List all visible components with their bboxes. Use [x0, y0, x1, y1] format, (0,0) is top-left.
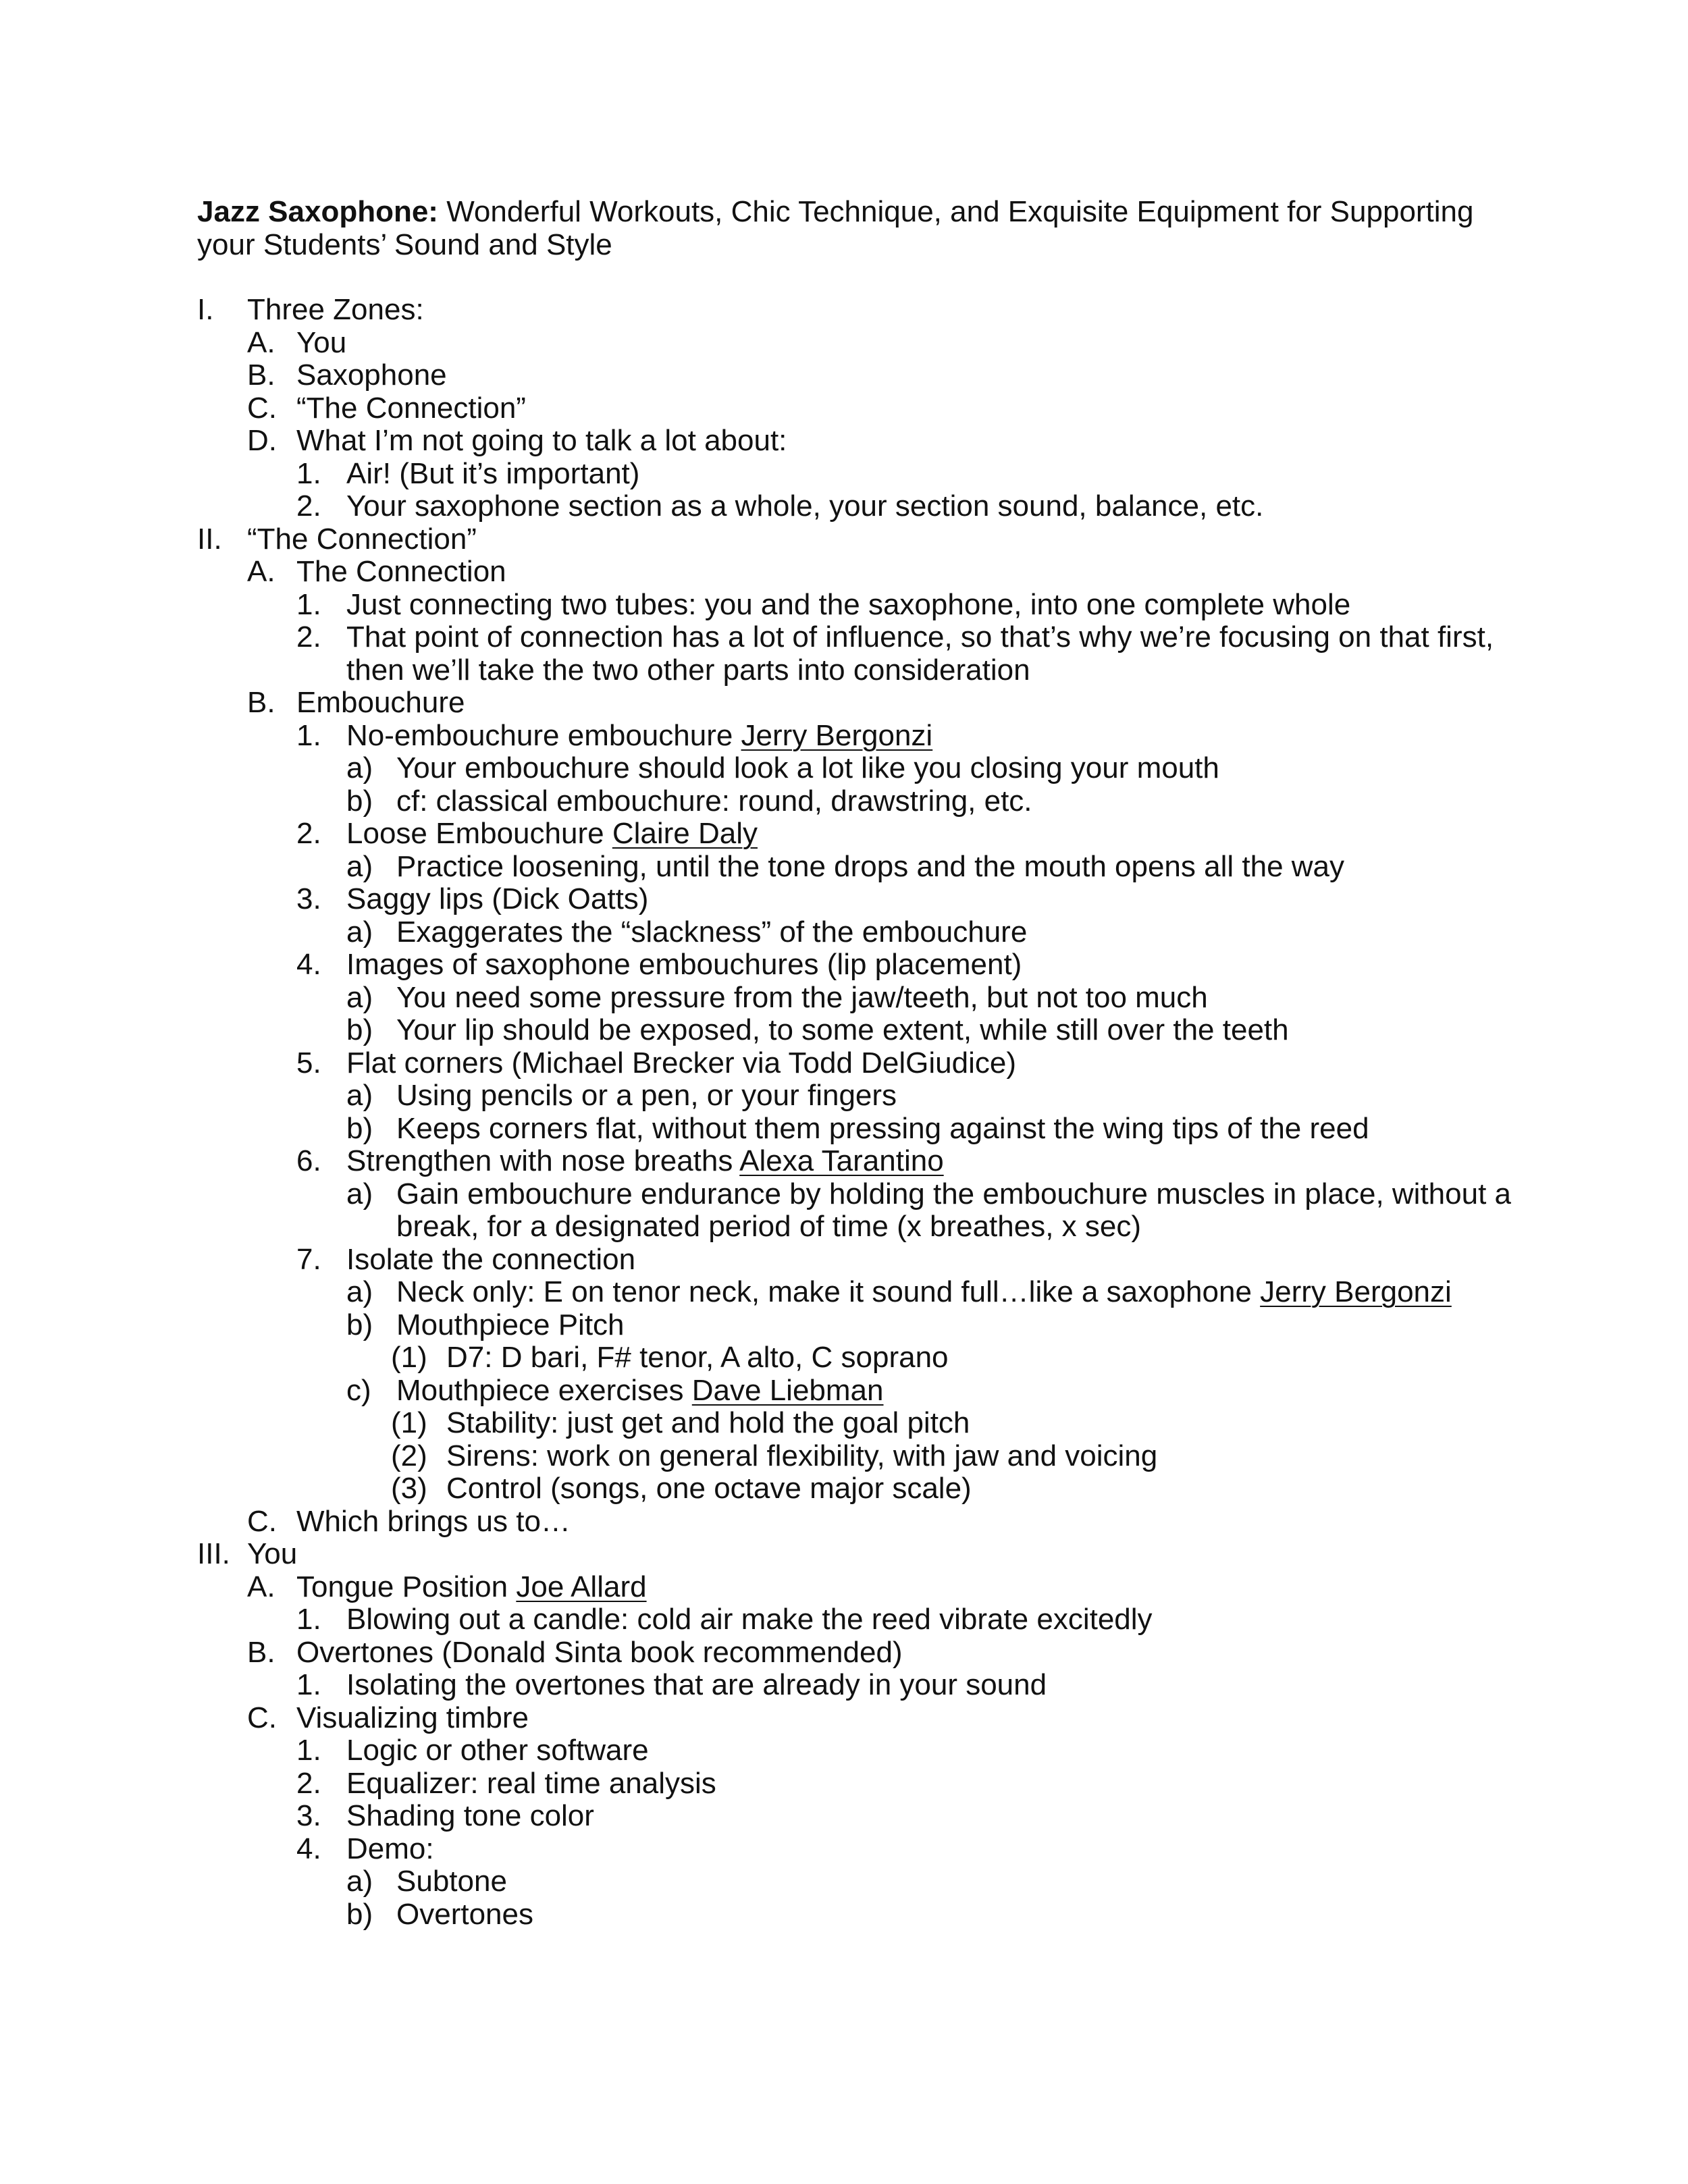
- outline-marker: C.: [247, 1701, 277, 1734]
- outline-marker: B.: [247, 686, 275, 719]
- reference-link[interactable]: Alexa Tarantino: [739, 1144, 944, 1177]
- outline-item-3c4b: [197, 1898, 1514, 1932]
- outline-item-3c3: [197, 1800, 1514, 1833]
- outline-text: Three Zones:: [247, 293, 424, 326]
- outline-item-2b4: [197, 949, 1514, 982]
- outline-text: D7: D bari, F# tenor, A alto, C soprano: [446, 1341, 949, 1374]
- reference-link[interactable]: Claire Daly: [612, 817, 758, 850]
- outline-item-2b6a: [197, 1178, 1514, 1244]
- outline-item-1c: [197, 392, 1514, 425]
- outline-text: Images of saxophone embouchures (lip placement): [346, 948, 1022, 981]
- outline-item-3c2: [197, 1767, 1514, 1801]
- outline-text: Air! (But it’s important): [346, 456, 640, 490]
- outline-text: Stability: just get and hold the goal pitch: [446, 1406, 970, 1439]
- outline-item-3b1: [197, 1669, 1514, 1702]
- outline-item-1b: [197, 359, 1514, 392]
- outline-item-2b4b: [197, 1014, 1514, 1047]
- outline-text: Keeps corners flat, without them pressing against the wing tips of the reed: [396, 1111, 1369, 1145]
- outline-text: You: [296, 325, 347, 359]
- outline-text: Equalizer: real time analysis: [346, 1766, 716, 1800]
- outline-marker: a): [346, 1865, 373, 1898]
- outline-item-3a1: [197, 1603, 1514, 1636]
- outline-text: Just connecting two tubes: you and the saxophone, into one complete whole: [346, 587, 1351, 621]
- outline-item-2b7c: [197, 1375, 1514, 1408]
- outline-marker: 1.: [296, 456, 321, 490]
- outline-text: Demo:: [346, 1832, 434, 1865]
- outline-item-3c4a: [197, 1865, 1514, 1898]
- outline-item-1a: [197, 327, 1514, 360]
- outline-marker: a): [346, 1275, 373, 1308]
- outline-item-3c: [197, 1702, 1514, 1735]
- outline-item-2b7c3: [197, 1472, 1514, 1506]
- outline-marker: C.: [247, 391, 277, 425]
- outline-marker: a): [346, 980, 373, 1014]
- outline-text: Mouthpiece exercises: [396, 1373, 692, 1407]
- outline-marker: 2.: [296, 620, 321, 654]
- outline-text: You need some pressure from the jaw/teeth, but not too much: [396, 980, 1208, 1014]
- outline-marker: A.: [247, 1570, 275, 1603]
- outline-text: Gain embouchure endurance by holding the embouchure muscles in place, without a break, for a designated period of time (x breathes, x sec): [396, 1177, 1512, 1243]
- reference-link[interactable]: Jerry Bergonzi: [741, 718, 933, 752]
- outline-marker: 6.: [296, 1144, 321, 1177]
- outline-marker: B.: [247, 1635, 275, 1669]
- outline-marker: a): [346, 1177, 373, 1210]
- outline-text: Mouthpiece Pitch: [396, 1308, 625, 1341]
- outline-text: That point of connection has a lot of influence, so that’s why we’re focusing on that first, then we’ll take the two other parts into consideration: [346, 620, 1494, 687]
- outline-item-2b7c2: [197, 1440, 1514, 1473]
- outline-text: Which brings us to…: [296, 1504, 571, 1538]
- outline-marker: 1.: [296, 718, 321, 752]
- outline-text: Isolating the overtones that are already in your sound: [346, 1668, 1047, 1701]
- outline-item-2b7a: [197, 1276, 1514, 1309]
- outline-text: What I’m not going to talk a lot about:: [296, 424, 787, 457]
- outline-marker: 3.: [296, 1799, 321, 1832]
- outline-item-2b7b1: [197, 1341, 1514, 1375]
- outline-item-2b7b: [197, 1309, 1514, 1342]
- outline-text: Your lip should be exposed, to some extent, while still over the teeth: [396, 1013, 1289, 1046]
- outline-marker: 2.: [296, 1766, 321, 1800]
- outline-text: Subtone: [396, 1865, 507, 1898]
- outline-item-3: [197, 1538, 1514, 1571]
- outline-text: Loose Embouchure: [346, 817, 612, 850]
- outline-marker: 7.: [296, 1242, 321, 1276]
- outline-item-2b1a: [197, 752, 1514, 785]
- outline-item-1d2: [197, 490, 1514, 523]
- outline-item-2c: [197, 1506, 1514, 1539]
- outline-item-2b5b: [197, 1113, 1514, 1146]
- outline-marker: 1.: [296, 587, 321, 621]
- outline-item-2b5: [197, 1047, 1514, 1080]
- outline-item-2b2a: [197, 851, 1514, 884]
- outline-marker: c): [346, 1373, 371, 1407]
- outline-marker: (1): [391, 1406, 427, 1439]
- outline-marker: b): [346, 1013, 373, 1046]
- outline-item-2b6: [197, 1145, 1514, 1178]
- outline-text: Your saxophone section as a whole, your section sound, balance, etc.: [346, 489, 1264, 523]
- outline-marker: b): [346, 1897, 373, 1931]
- outline-text: Isolate the connection: [346, 1242, 636, 1276]
- outline-marker: a): [346, 915, 373, 949]
- outline-text: No-embouchure embouchure: [346, 718, 741, 752]
- outline-text: Exaggerates the “slackness” of the embouchure: [396, 915, 1028, 949]
- outline-item-2a1: [197, 589, 1514, 622]
- outline-marker: A.: [247, 325, 275, 359]
- outline-item-3c4: [197, 1833, 1514, 1866]
- outline-marker: a): [346, 849, 373, 883]
- outline-text: The Connection: [296, 555, 506, 588]
- outline-text: Visualizing timbre: [296, 1701, 529, 1734]
- outline-item-3a: [197, 1571, 1514, 1604]
- outline-text: You: [247, 1537, 298, 1570]
- outline-item-2a2: [197, 621, 1514, 687]
- outline-marker: 5.: [296, 1046, 321, 1080]
- outline-text: Saggy lips (Dick Oatts): [346, 882, 649, 915]
- outline-item-2b7c1: [197, 1407, 1514, 1440]
- outline-marker: D.: [247, 424, 277, 457]
- outline-text: Flat corners (Michael Brecker via Todd DelGiudice): [346, 1046, 1016, 1080]
- title-rest: Wonderful Workouts, Chic Technique, and Exquisite Equipment for Supporting your Students’ Sound and Style: [197, 195, 1474, 261]
- outline-text: Shading tone color: [346, 1799, 594, 1832]
- outline-text: Control (songs, one octave major scale): [446, 1472, 972, 1505]
- outline-marker: b): [346, 1111, 373, 1145]
- outline-marker: b): [346, 784, 373, 818]
- outline-item-3b: [197, 1636, 1514, 1670]
- outline-text: cf: classical embouchure: round, drawstring, etc.: [396, 784, 1032, 818]
- outline-marker: a): [346, 751, 373, 784]
- reference-link[interactable]: Dave Liebman: [691, 1373, 884, 1407]
- outline-text: Overtones: [396, 1897, 533, 1931]
- outline-marker: (2): [391, 1439, 427, 1472]
- outline-text: Blowing out a candle: cold air make the reed vibrate excitedly: [346, 1603, 1153, 1636]
- outline-marker: 4.: [296, 948, 321, 981]
- outline-marker: (1): [391, 1341, 427, 1374]
- outline-item-1d: [197, 425, 1514, 458]
- outline-marker: b): [346, 1308, 373, 1341]
- outline-text: Saxophone: [296, 358, 447, 392]
- outline-item-1d1: [197, 458, 1514, 491]
- outline-item-2b3a: [197, 916, 1514, 949]
- outline-item-2b4a: [197, 982, 1514, 1015]
- outline-item-2a: [197, 556, 1514, 589]
- outline-marker: 4.: [296, 1832, 321, 1865]
- outline-marker: (3): [391, 1472, 427, 1505]
- outline-marker: III.: [197, 1537, 230, 1570]
- outline-marker: B.: [247, 358, 275, 392]
- outline-text: “The Connection”: [296, 391, 526, 425]
- outline-marker: 1.: [296, 1668, 321, 1701]
- reference-link[interactable]: Jerry Bergonzi: [1260, 1275, 1452, 1308]
- outline-marker: 1.: [296, 1734, 321, 1767]
- outline-marker: 1.: [296, 1603, 321, 1636]
- outline-item-2b5a: [197, 1080, 1514, 1113]
- outline-text: Sirens: work on general flexibility, with jaw and voicing: [446, 1439, 1158, 1472]
- document: [197, 196, 1514, 1931]
- outline-text: Your embouchure should look a lot like you closing your mouth: [396, 751, 1219, 784]
- outline-marker: a): [346, 1079, 373, 1112]
- reference-link[interactable]: Joe Allard: [516, 1570, 647, 1603]
- outline-item-2b1: [197, 720, 1514, 753]
- outline-text: Overtones (Donald Sinta book recommended): [296, 1635, 903, 1669]
- outline-marker: C.: [247, 1504, 277, 1538]
- outline-item-2b7: [197, 1244, 1514, 1277]
- outline-marker: I.: [197, 293, 214, 326]
- outline-item-2b1b: [197, 785, 1514, 818]
- outline-marker: II.: [197, 522, 222, 556]
- title-bold: Jazz Saxophone:: [197, 195, 438, 228]
- outline-text: Using pencils or a pen, or your fingers: [396, 1079, 897, 1112]
- outline-text: Neck only: E on tenor neck, make it sound full…like a saxophone: [396, 1275, 1261, 1308]
- outline-text: “The Connection”: [247, 522, 477, 556]
- outline-text: Logic or other software: [346, 1734, 649, 1767]
- outline-marker: 2.: [296, 489, 321, 523]
- outline-item-1: [197, 294, 1514, 327]
- outline-item-3c1: [197, 1734, 1514, 1767]
- outline-item-2b2: [197, 818, 1514, 851]
- outline-text: Embouchure: [296, 686, 465, 719]
- outline-item-2b3: [197, 883, 1514, 916]
- outline-text: Tongue Position: [296, 1570, 517, 1603]
- outline-item-2b: [197, 687, 1514, 720]
- outline-marker: 3.: [296, 882, 321, 915]
- outline-text: Practice loosening, until the tone drops and the mouth opens all the way: [396, 849, 1345, 883]
- outline-marker: A.: [247, 555, 275, 588]
- outline-item-2: [197, 523, 1514, 556]
- document-title: [197, 196, 1514, 261]
- outline-text: Strengthen with nose breaths: [346, 1144, 740, 1177]
- outline: [197, 294, 1514, 1931]
- outline-marker: 2.: [296, 817, 321, 850]
